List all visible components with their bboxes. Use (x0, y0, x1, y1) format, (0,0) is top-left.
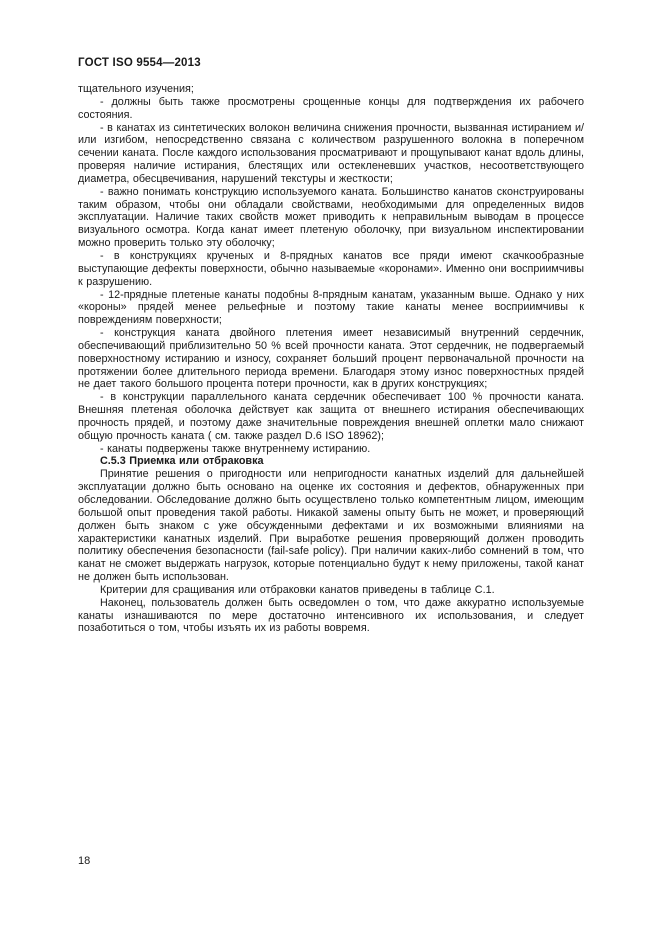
page-number: 18 (78, 855, 91, 867)
paragraph: Принятие решения о пригодности или непригодности канатных изделий для дальнейшей эксплуатации должно быть основано на оценке их состояния и дефектов, обнаруженных при обследовании. Обследование должно быть осуществлено только компетентным лицом, имеющим большой опыт проведения такой работы. Никакой замены опыту быть не может, и проверяющий должен быть знаком с уже обсужденными дефектами и их возможными влияниями на характеристики канатных изделий. При выработке решения проверяющий должен проводить политику обеспечения безопасности (fail-safe policy). При наличии каких-либо сомнений в том, что канат не сможет выдержать нагрузок, которые потенциально будут к нему приложены, такой канат не должен быть использован. (78, 468, 584, 584)
paragraph: - в канатах из синтетических волокон величина снижения прочности, вызванная истиранием и/или изгибом, непосредственно связана с количеством разрушенного волокна в поперечном сечении каната. После каждого использования просматривают и прощупывают канат вдоль длины, проверяя наличие истирания, блестящих или остекленевших участков, несоответствующего диаметра, обесцвечивания, нарушений текстуры и жесткости; (78, 121, 584, 185)
paragraph: - в конструкции параллельного каната сердечник обеспечивает 100 % прочности каната. Внешняя плетеная оболочка действует как защита от внешнего истирания обеспечивающих прочность прядей, и поэтому даже значительные повреждения внешней оплетки мало снижают общую прочность каната ( см. также раздел D.6 ISO 18962); (78, 391, 584, 442)
paragraph: Критерии для сращивания или отбраковки канатов приведены в таблице С.1. (100, 583, 495, 596)
paragraph: - конструкция каната двойного плетения имеет независимый внутренний сердечник, обеспечивающий приблизительно 50 % всей прочности каната. Этот сердечник, не подвергаемый поверхностному истиранию и износу, сохраняет больший процент первоначальной прочности на протяжении более длительного периода времени. Благодаря этому износ поверхностных прядей не дает такого большого процента потери прочности, как в других конструкциях; (78, 327, 584, 391)
paragraph: - канаты подвержены также внутреннему истиранию. (100, 442, 371, 455)
section-heading: С.5.3 Приемка или отбраковка (100, 455, 264, 468)
document-content (78, 57, 584, 635)
paragraph: - 12-прядные плетеные канаты подобны 8-прядным канатам, указанным выше. Однако у них «короны» прядей менее рельефные и поэтому такие канаты менее восприимчивы к повреждениям поверхности; (78, 288, 584, 327)
paragraph: Наконец, пользователь должен быть осведомлен о том, что даже аккуратно используемые канаты изнашиваются по мере достаточно интенсивного их использования, и следует позаботиться о том, чтобы изъять их из работы вовремя. (78, 596, 584, 635)
paragraph: тщательного изучения; (78, 83, 194, 95)
paragraph: - важно понимать конструкцию используемого каната. Большинство канатов сконструированы таким образом, чтобы они обладали свойствами, необходимыми для определенных видов эксплуатации. Наличие таких свойств может приводить к неправильным выводам в процессе визуального осмотра. Когда канат имеет плетеную оболочку, при визуальном инспектировании можно проверить только эту оболочку; (78, 185, 584, 250)
paragraph: - должны быть также просмотрены срощенные концы для подтверждения их рабочего состояния. (78, 95, 584, 121)
paragraph: - в конструкциях крученых и 8-прядных канатов все пряди имеют скачкообразные выступающие дефекты поверхности, обычно называемые «коронами». Именно они восприимчивы к разрушению. (78, 249, 584, 288)
document-body (78, 83, 584, 635)
document-title: ГОСТ ISO 9554—2013 (78, 57, 201, 69)
